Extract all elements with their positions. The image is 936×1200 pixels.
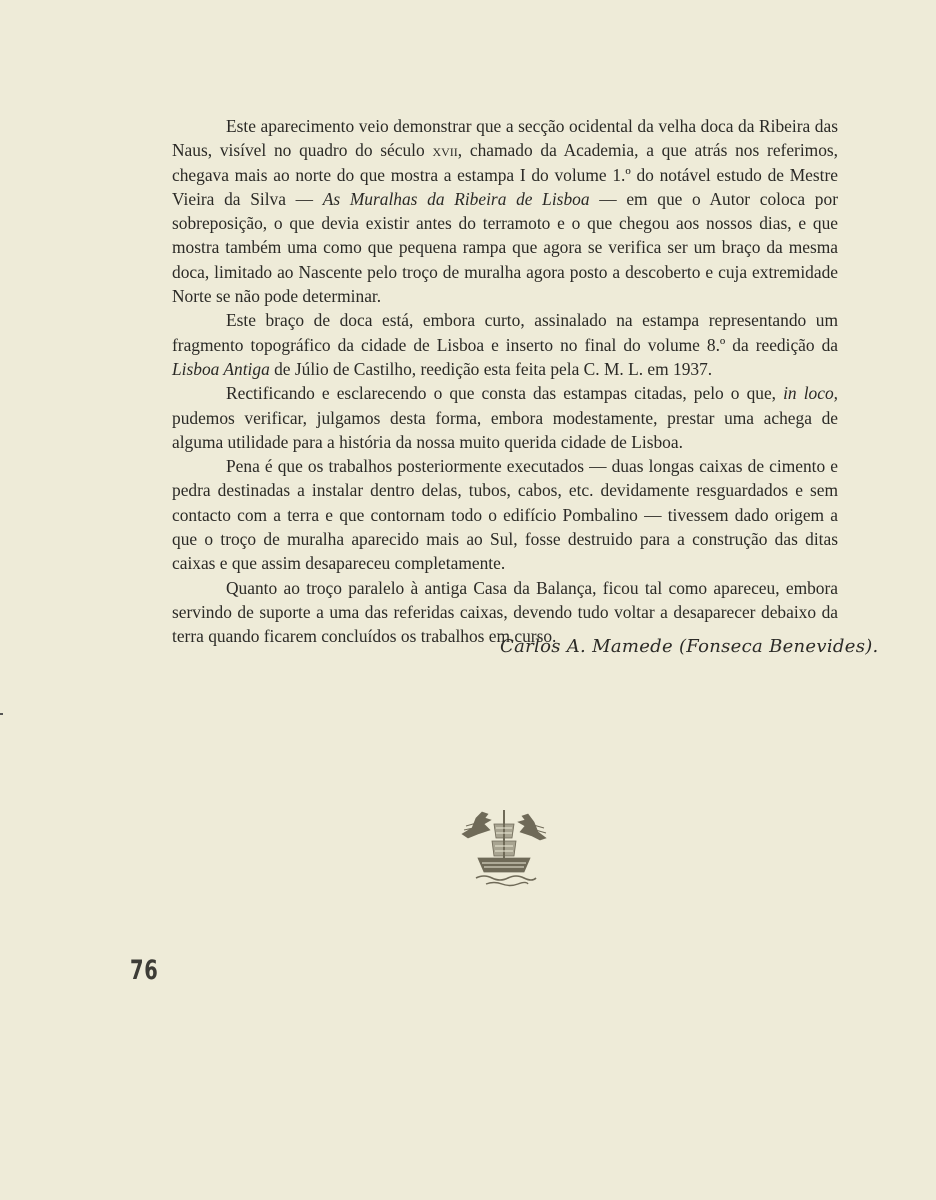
paragraph [172,114,838,308]
body-text [172,114,838,649]
text-run: Pena é que os trabalhos posteriormente executados — duas longas caixas de cimento e pedra destinadas a instalar dentro delas, tubos, cabos, etc. devidamente resguardados e sem contacto com a terra e que contornam todo o edifício Pombalino — tivessem dado origem a que o troço de muralha aparecido mais ao Sul, fosse destruido para a construção das ditas caixas e que assim desapareceu completamente. [172,456,838,574]
text-run: de Júlio de Castilho, reedição esta feita pela C. M. L. em 1937. [269,358,713,379]
paragraph [172,381,838,454]
author-signature: Carlos A. Mamede (Fonseca Benevides). [500,636,879,657]
page-number: 76 [130,955,159,986]
edge-mark [0,713,3,715]
paragraph [172,454,838,575]
italic-run: As Muralhas da Ribeira de Lisboa [322,188,590,209]
text-run: Rectificando e esclarecendo o que consta das estampas citadas, pelo o que, [226,383,784,404]
text-run: Quanto ao troço paralelo à antiga Casa da Balança, ficou tal como apareceu, embora servindo de suporte a uma das referidas caixas, devendo tudo voltar a desaparecer debaixo da terra quando ficarem concluídos os trabalhos em curso. [172,577,838,647]
small-caps-run: xvii [432,140,458,161]
text-run: , chamado da Academia, a que atrás nos referimos, chegava mais ao norte do que mostra a estampa I do volume 1.º do notável estudo de Mestre Vieira da Silva — [172,140,839,209]
paragraph [172,308,838,381]
text-run: pudemos verificar, julgamos desta forma, embora modestamente, prestar uma achega de alguma utilidade para a história da nossa muito querida cidade de Lisboa. [172,407,838,452]
italic-run: Lisboa Antiga [172,358,270,379]
ship-crows-emblem-icon [458,808,550,890]
text-run: — em que o Autor coloca por sobreposição, o que devia existir antes do terramoto e o que chegou aos nossos dias, e que mostra também uma como que pequena rampa que agora se verifica ser um braço da mesma doca, limitado ao Nascente pelo troço de muralha agora posto a descoberto e cuja extremidade Norte se não pode determinar. [172,188,838,307]
italic-run: in loco, [783,383,838,404]
text-run: Este braço de doca está, embora curto, assinalado na estampa representando um fragmento topográfico da cidade de Lisboa e inserto no final do volume 8.º da reedição da [172,310,838,355]
text-run: Este aparecimento veio demonstrar que a secção ocidental da velha doca da Ribeira das Naus, visível no quadro do século [172,116,838,161]
